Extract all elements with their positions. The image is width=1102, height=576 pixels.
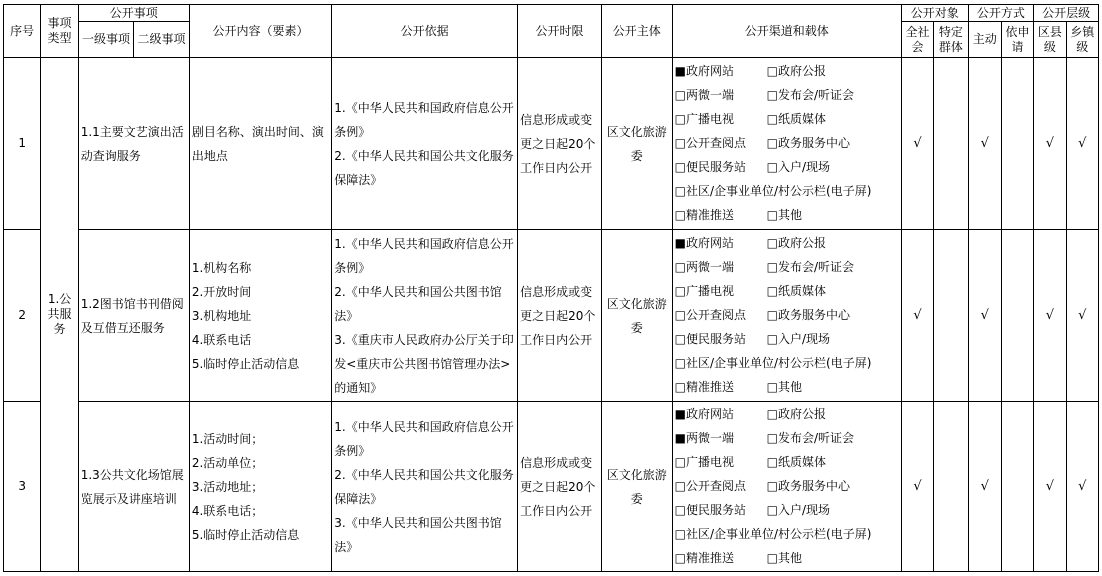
- channel-option: □纸质媒体: [766, 284, 826, 299]
- channel-row: [675, 60, 901, 84]
- channel-option: □精准推送: [674, 379, 734, 394]
- line: 1.机构名称: [191, 260, 252, 275]
- check-target-all: √: [901, 402, 933, 572]
- check-method-active: √: [968, 58, 1001, 230]
- channel-option: □便民服务站: [674, 331, 746, 346]
- channel-option: ■政府网站: [674, 407, 734, 422]
- channel-option: □政府公报: [766, 407, 826, 422]
- header-method-active: 主动: [968, 22, 1001, 58]
- check-target-specific: [934, 402, 968, 572]
- header-time: 公开时限: [518, 5, 602, 58]
- row-category: [41, 58, 78, 572]
- check-level-town: √: [1066, 402, 1098, 572]
- line: 3.《重庆市人民政府办公厅关于印发<重庆市公共图书馆管理办法>的通知》: [334, 332, 514, 395]
- row-subject: 区文化旅游委: [601, 402, 672, 572]
- header-method-group: 公开方式: [968, 5, 1034, 22]
- channel-option: □其他: [766, 550, 802, 565]
- line: 5.临时停止活动信息: [191, 356, 300, 371]
- line: 1.《中华人民共和国政府信息公开条例》: [334, 100, 514, 139]
- channel-option: □政务服务中心: [766, 135, 850, 150]
- row-subject: 区文化旅游委: [601, 58, 672, 230]
- row-time: 信息形成或变更之日起20个工作日内公开: [518, 402, 602, 572]
- channel-option: □社区/企事业单位/村公示栏(电子屏): [674, 355, 872, 370]
- line: 2.活动单位；: [191, 455, 264, 470]
- channel-option: □入户/现场: [766, 502, 831, 517]
- channel-option: □纸质媒体: [766, 112, 826, 127]
- line: 2.《中华人民共和国公共文化服务保障法》: [334, 148, 514, 187]
- channel-row: [675, 280, 901, 304]
- channel-option: □便民服务站: [674, 159, 746, 174]
- header-seq: 序号: [4, 5, 41, 58]
- row-item: 1.1主要文艺演出活动查询服务: [78, 58, 189, 230]
- row-channels: [672, 58, 901, 230]
- channel-option: □其他: [766, 379, 802, 394]
- line: 1.活动时间；: [191, 431, 264, 446]
- row-time: 信息形成或变更之日起20个工作日内公开: [518, 58, 602, 230]
- header-content: 公开内容（要素）: [189, 5, 331, 58]
- header-subject: 公开主体: [601, 5, 672, 58]
- table-row: [4, 230, 1099, 402]
- check-level-town: √: [1066, 230, 1098, 402]
- row-subject: 区文化旅游委: [601, 230, 672, 402]
- channel-row: [675, 179, 901, 203]
- channel-row: [675, 522, 901, 546]
- channel-option: □纸质媒体: [766, 455, 826, 470]
- channel-option: □政务服务中心: [766, 307, 850, 322]
- channel-option: □政府公报: [766, 236, 826, 251]
- channel-option: □政务服务中心: [766, 478, 850, 493]
- check-target-specific: [934, 230, 968, 402]
- channel-row: [675, 232, 901, 256]
- line: 2.《中华人民共和国公共文化服务保障法》: [334, 467, 514, 506]
- channel-option: □广播电视: [674, 112, 734, 127]
- channel-option: □其他: [766, 207, 802, 222]
- row-basis: [332, 58, 518, 230]
- channel-option: □精准推送: [674, 207, 734, 222]
- header-target-group: 公开对象: [901, 5, 968, 22]
- channel-option: ■政府网站: [674, 236, 734, 251]
- check-method-apply: [1001, 58, 1033, 230]
- channel-option: □社区/企事业单位/村公示栏(电子屏): [674, 183, 872, 198]
- header-level2: 二级事项: [134, 22, 190, 58]
- channel-row: [675, 475, 901, 499]
- channel-option: □入户/现场: [766, 159, 831, 174]
- header-target-all: 全社会: [901, 22, 933, 58]
- row-content: [189, 402, 331, 572]
- channel-row: [675, 451, 901, 475]
- channel-row: [675, 304, 901, 328]
- table-row: [4, 58, 1099, 230]
- check-method-active: √: [968, 402, 1001, 572]
- channel-option: □精准推送: [674, 550, 734, 565]
- check-target-specific: [934, 58, 968, 230]
- line: 4.联系电话；: [191, 503, 264, 518]
- header-level-group: 公开层级: [1034, 5, 1099, 22]
- channel-option: □发布会/听证会: [766, 431, 855, 446]
- channel-row: [675, 108, 901, 132]
- check-level-district: √: [1034, 58, 1066, 230]
- channel-option: □入户/现场: [766, 331, 831, 346]
- line: 2.开放时间: [191, 284, 252, 299]
- channel-row: [675, 327, 901, 351]
- table-row: [4, 402, 1099, 572]
- line: 3.活动地址；: [191, 479, 264, 494]
- check-level-town: √: [1066, 58, 1098, 230]
- row-channels: [672, 230, 901, 402]
- row-content: [189, 230, 331, 402]
- check-target-all: √: [901, 230, 933, 402]
- line: 1.《中华人民共和国政府信息公开条例》: [334, 419, 514, 458]
- channel-option: □公开查阅点: [674, 478, 746, 493]
- line: 1.《中华人民共和国政府信息公开条例》: [334, 236, 514, 275]
- row-basis: [332, 402, 518, 572]
- header-type: 事项类型: [41, 5, 78, 58]
- header-basis: 公开依据: [332, 5, 518, 58]
- channel-option: □广播电视: [674, 284, 734, 299]
- line: 3.《中华人民共和国公共图书馆法》: [334, 515, 502, 554]
- channel-option: ■两微一端: [674, 431, 734, 446]
- channel-row: [675, 375, 901, 399]
- channel-option: □两微一端: [674, 260, 734, 275]
- channel-row: [675, 84, 901, 108]
- check-level-district: √: [1034, 402, 1066, 572]
- channel-option: ■政府网站: [674, 64, 734, 79]
- channel-option: □发布会/听证会: [766, 260, 855, 275]
- channel-option: □政府公报: [766, 64, 826, 79]
- channel-row: [675, 351, 901, 375]
- channel-row: [675, 132, 901, 156]
- row-time: 信息形成或变更之日起20个工作日内公开: [518, 230, 602, 402]
- line: 4.联系电话: [191, 332, 252, 347]
- row-item: 1.2图书馆书刊借阅及互借互还服务: [78, 230, 189, 402]
- check-method-apply: [1001, 230, 1033, 402]
- line: 3.机构地址: [191, 308, 252, 323]
- header-level-district: 区县级: [1034, 22, 1066, 58]
- check-method-apply: [1001, 402, 1033, 572]
- line: 剧目名称、演出时间、演出地点: [191, 124, 324, 163]
- channel-option: □两微一端: [674, 88, 734, 103]
- row-seq: 3: [4, 402, 41, 572]
- channel-option: □公开查阅点: [674, 135, 746, 150]
- line: 5.临时停止活动信息: [191, 527, 300, 542]
- channel-row: [675, 155, 901, 179]
- channel-option: □广播电视: [674, 455, 734, 470]
- channel-row: [675, 427, 901, 451]
- disclosure-table: [3, 4, 1099, 572]
- channel-row: [675, 203, 901, 227]
- row-basis: [332, 230, 518, 402]
- check-method-active: √: [968, 230, 1001, 402]
- channel-option: □发布会/听证会: [766, 88, 855, 103]
- category-text: 1.公共服务: [47, 292, 72, 336]
- header-level-town: 乡镇级: [1066, 22, 1098, 58]
- channel-option: □社区/企事业单位/村公示栏(电子屏): [674, 526, 872, 541]
- channel-row: [675, 498, 901, 522]
- row-seq: 1: [4, 58, 41, 230]
- header-method-apply: 依申请: [1001, 22, 1033, 58]
- header-items-group: 公开事项: [78, 5, 189, 22]
- header-level1: 一级事项: [78, 22, 134, 58]
- header-target-specific: 特定群体: [934, 22, 968, 58]
- channel-option: □便民服务站: [674, 502, 746, 517]
- row-item: 1.3公共文化场馆展览展示及讲座培训: [78, 402, 189, 572]
- row-channels: [672, 402, 901, 572]
- channel-row: [675, 546, 901, 570]
- channel-row: [675, 256, 901, 280]
- row-content: [189, 58, 331, 230]
- row-seq: 2: [4, 230, 41, 402]
- check-level-district: √: [1034, 230, 1066, 402]
- channel-row: [675, 403, 901, 427]
- channel-option: □公开查阅点: [674, 307, 746, 322]
- header-channels: 公开渠道和载体: [672, 5, 901, 58]
- line: 2.《中华人民共和国公共图书馆法》: [334, 284, 502, 323]
- check-target-all: √: [901, 58, 933, 230]
